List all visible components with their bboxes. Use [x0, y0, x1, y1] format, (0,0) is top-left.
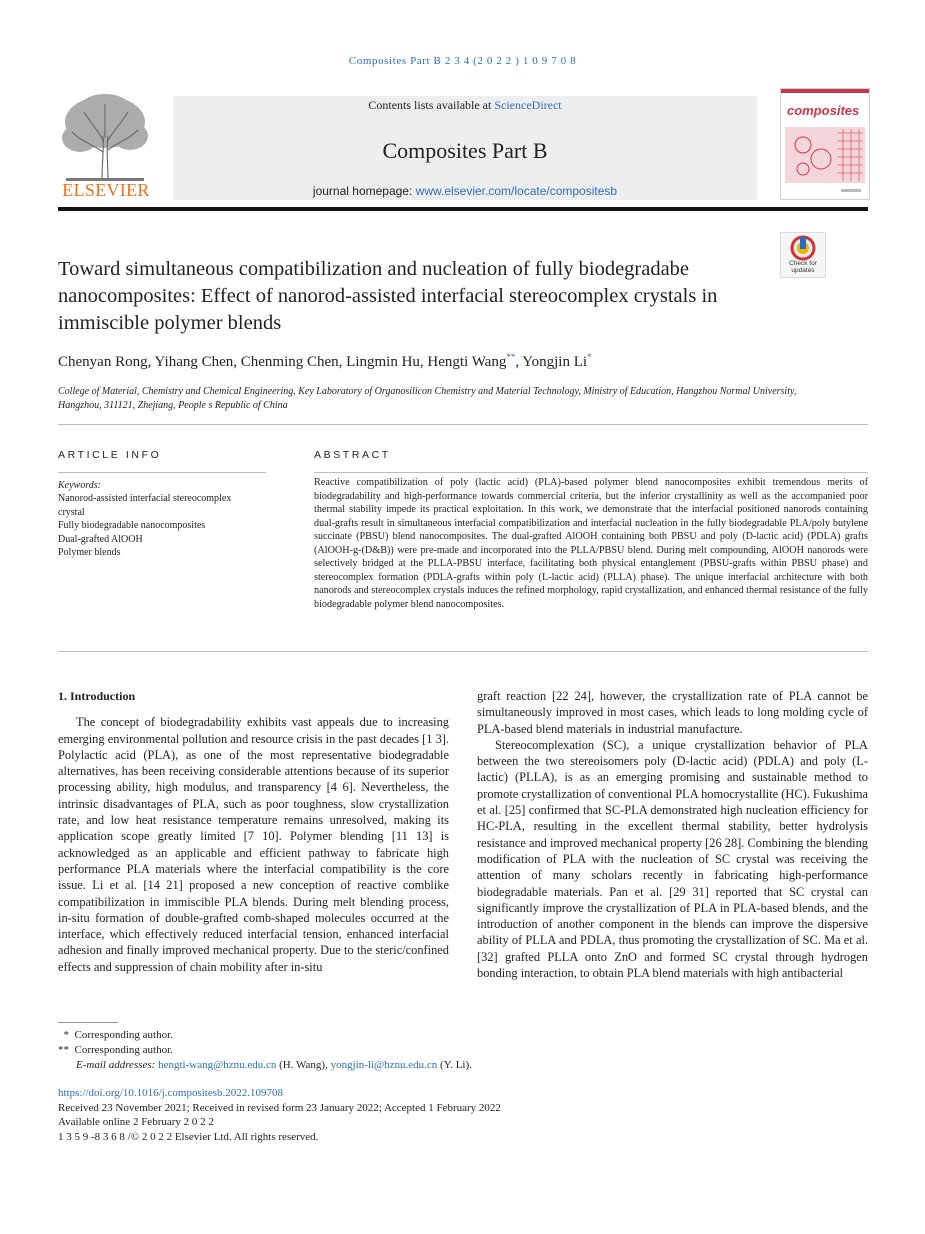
body-paragraph: graft reaction [22 24], however, the crystallization rate of PLA cannot be simultaneously improved in most cases, which leads to long molding cycle of PLA-based blend materials in industrial manufacture. — [477, 689, 868, 736]
keyword-item: crystal — [58, 506, 85, 518]
top-citation[interactable]: Composites Part B 2 3 4 (2 0 2 2 ) 1 0 9 7 0 8 — [348, 55, 577, 67]
body-column-left — [58, 688, 449, 975]
abstract-text: Reactive compatibilization of poly (lactic acid) (PLA)-based polymer blend nanocomposites exhibit tremendous merits of biodegradability and high-performance towards commercial criteria, but the inferior crystallinity as well as the accompanied poor thermal stability impede its practical exploitation. In this work, we demonstrate that the interfacial positioned nanorods containing dual-grafts result in simultaneous interfacial compatibilization and interfacial nucleation in the fully biodegradable PLA/poly butylene succinate (PBSU) blend nanocomposites. The dual-grafted AlOOH containing both PBSU and poly (D-lactic acid) (PDLA) grafts (AlOOH-g-(D&B)) were pre-made and incorporated into the PLLA/PBSU blend. During melt compounding, AlOOH nanorods were selectively bridged at the PLLA-PBSU interface, facilitating both physical entanglement (PBSU-grafts within PBSU phase) and stereocomplex formation (PDLA-grafts within poly (L-lactic acid) (PLLA) phase). The unique interfacial architecture with both nanorods and stereocomplex crystals induces the refined morphology, rapid crystallization, and enhanced thermal resistance of the fully biodegradable polymer blend nanocomposites. — [314, 477, 868, 610]
keyword-item: Polymer blends — [58, 547, 121, 559]
email-link-li[interactable]: yongjin-li@hznu.edu.cn — [330, 1059, 438, 1072]
keyword-item: Nanorod-assisted interfacial stereocomplex — [58, 493, 232, 505]
cover-title: composites — [787, 103, 860, 118]
doi-link[interactable]: https://doi.org/10.1016/j.compositesb.2022.109708 — [58, 1087, 283, 1099]
journal-name: Composites Part B — [382, 138, 548, 163]
email-link-wang[interactable]: hengti-wang@hznu.edu.cn — [158, 1059, 277, 1072]
homepage-line: journal homepage: www.elsevier.com/locate/compositesb — [312, 184, 618, 198]
crossmark-label-line2: updates — [791, 267, 815, 274]
affiliation: College of Material, Chemistry and Chemical Engineering, Key Laboratory of Organosilicon Chemistry and Material Technology, Ministry of Education, Hangzhou Normal University, Hangzhou, 311121, Zhejiang, People s Republic of China — [58, 386, 797, 411]
journal-masthead — [58, 88, 868, 204]
footnotes — [58, 1028, 658, 1074]
body-paragraph: The concept of biodegradability exhibits vast appeals due to increasing emerging environmental pollution and resource crisis in the past decades [1 3]. Polylactic acid (PLA), as one of the most representative biodegradable alternatives, has been receiving considerable attentions because of its superior processing ability, high modulus, and transparency [4 6]. Nevertheless, the intrinsic disadvantages of PLA, such as poor toughness, slow crystallization rate, and low heat resistance temperature remains unresolved, making its application scope greatly limited [7 10]. Polymer blending [11 13] is acknowledged as an applicable and efficient pathway to fabricate high performance PLA materials where the interfacial compatibility is the core issue. Li et al. [14 21] proposed a new conception of reactive comblike compatibilization in immiscible PLA blends. During melt blending process, in-situ formation of double-grafted comb-shaped molecules occurred at the interface, which effectively reduced interfacial tension, enhanced interfacial adhesion and finally improved mechanical property. Due to the steric/confined effects and suppression of chain mobility after in-situ — [58, 715, 449, 974]
body-column-right — [477, 688, 868, 981]
abstract-heading: ABSTRACT — [314, 449, 391, 461]
abstract-bottom-divider — [58, 651, 868, 652]
email-line: E-mail addresses: hengti-wang@hznu.edu.cn (H. Wang), yongjin-li@hznu.edu.cn (Y. Li). — [76, 1059, 472, 1072]
received-dates: Received 23 November 2021; Received in revised form 23 January 2022; Accepted 1 February 2022 — [58, 1101, 501, 1114]
crossmark-icon — [781, 233, 825, 263]
article-info-heading: ARTICLE INFO — [58, 449, 162, 461]
publication-info — [58, 1086, 658, 1144]
article-title: Toward simultaneous compatibilization and nucleation of fully biodegradabe nanocomposites: Effect of nanorod-assisted interfacial stereocomplex crystals in immiscible polymer blends — [58, 258, 718, 334]
introduction-heading: 1. Introduction — [58, 689, 136, 703]
keywords-label: Keywords: — [58, 480, 101, 491]
footnote-rule — [58, 1022, 118, 1023]
contents-line: Contents lists available at ScienceDirect — [368, 98, 562, 112]
check-for-updates-button[interactable] — [780, 232, 826, 278]
copyright-line: 1 3 5 9 -8 3 6 8 /© 2 0 2 2 Elsevier Ltd. All rights reserved. — [58, 1130, 319, 1143]
corresponding-mark-wang[interactable]: ** — [506, 352, 516, 362]
abstract-rule — [314, 472, 868, 473]
crossmark-label-line1: Check for — [789, 260, 817, 267]
body-paragraph: Stereocomplexation (SC), a unique crystallization behavior of PLA between the two stereoisomers poly (D-lactic acid) (PDLA) and poly (L-lactic) (PLLA), is as an emerging promising and sustainable method to promote crystallization of conventional PLA homocrystallite (HC). Fukushima et al. [25] confirmed that SC-PLA demonstrated high nucleation efficiency for HC-PLA, resulting in the excellent thermal stability, better hydrolysis resistance and improved mechanical property [26 28]. Combining the blending modification of PLA with the nucleation of SC crystal was receiving the attention of many scholars recently in fabricating high-performance biodegradable materials. Pan et al. [29 31] reported that SC crystal can significantly improve the crystallization of PLA in PLA-based blends, and the introduction of another component in the blends can improve the dispersive ability of PLLA and PDLA, thus promoting the crystallization of SC. Ma et al. [32] grafted PLLA onto ZnO and formed SC crystal through hydrogen bonding interaction, to obtain PLA blend materials with high antibacterial — [477, 737, 868, 981]
elsevier-wordmark: ELSEVIER — [62, 180, 150, 200]
journal-cover-thumbnail — [780, 88, 870, 200]
keywords-block — [58, 479, 268, 559]
corresponding-mark-li[interactable]: * — [587, 352, 592, 362]
header-divider — [58, 424, 868, 425]
masthead-divider — [58, 207, 868, 211]
author-list: Chenyan Rong, Yihang Chen, Chenming Chen, Lingmin Hu, Hengti Wang**, Yongjin Li* — [58, 352, 592, 370]
keyword-item: Dual-grafted AlOOH — [58, 533, 143, 545]
sciencedirect-link[interactable]: ScienceDirect — [494, 98, 562, 112]
article-info-rule — [58, 472, 266, 473]
available-online: Available online 2 February 2 0 2 2 — [58, 1116, 214, 1129]
footnote-corresponding-2: ** Corresponding author. — [58, 1044, 173, 1057]
journal-info-box — [173, 96, 757, 200]
journal-homepage-link[interactable]: www.elsevier.com/locate/compositesb — [415, 184, 618, 198]
keyword-item: Fully biodegradable nanocomposites — [58, 520, 206, 532]
footnote-corresponding-1: * Corresponding author. — [58, 1029, 173, 1041]
